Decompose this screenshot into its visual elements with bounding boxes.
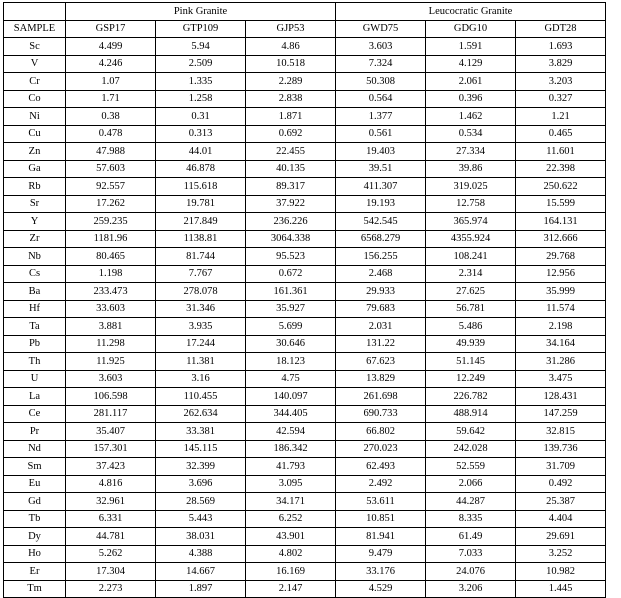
value-cell: 2.061 [426, 73, 516, 91]
value-cell: 0.692 [246, 125, 336, 143]
value-cell: 3.206 [426, 580, 516, 598]
value-cell: 6568.279 [336, 230, 426, 248]
table-row [4, 388, 606, 406]
value-cell: 34.171 [246, 493, 336, 511]
value-cell: 11.925 [66, 353, 156, 371]
table-row [4, 440, 606, 458]
value-cell: 236.226 [246, 213, 336, 231]
value-cell: 7.033 [426, 545, 516, 563]
element-label-cell: Ho [4, 545, 66, 563]
element-label-cell: Co [4, 90, 66, 108]
value-cell: 10.982 [516, 563, 606, 581]
value-cell: 13.829 [336, 370, 426, 388]
value-cell: 261.698 [336, 388, 426, 406]
table-row [4, 143, 606, 161]
value-cell: 0.564 [336, 90, 426, 108]
table-row [4, 178, 606, 196]
element-label-cell: Rb [4, 178, 66, 196]
element-label-cell: Pr [4, 423, 66, 441]
value-cell: 79.683 [336, 300, 426, 318]
value-cell: 44.01 [156, 143, 246, 161]
value-cell: 44.781 [66, 528, 156, 546]
table-row [4, 125, 606, 143]
value-cell: 110.455 [156, 388, 246, 406]
column-header-row [4, 20, 606, 38]
value-cell: 35.407 [66, 423, 156, 441]
value-cell: 411.307 [336, 178, 426, 196]
value-cell: 5.94 [156, 38, 246, 56]
value-cell: 59.642 [426, 423, 516, 441]
value-cell: 4.404 [516, 510, 606, 528]
value-cell: 52.559 [426, 458, 516, 476]
value-cell: 24.076 [426, 563, 516, 581]
table-row [4, 318, 606, 336]
value-cell: 33.381 [156, 423, 246, 441]
value-cell: 2.031 [336, 318, 426, 336]
value-cell: 37.423 [66, 458, 156, 476]
value-cell: 259.235 [66, 213, 156, 231]
value-cell: 1.258 [156, 90, 246, 108]
value-cell: 92.557 [66, 178, 156, 196]
value-cell: 1.445 [516, 580, 606, 598]
value-cell: 0.327 [516, 90, 606, 108]
value-cell: 17.304 [66, 563, 156, 581]
value-cell: 22.455 [246, 143, 336, 161]
value-cell: 50.308 [336, 73, 426, 91]
value-cell: 35.927 [246, 300, 336, 318]
value-cell: 1181.96 [66, 230, 156, 248]
table-row [4, 370, 606, 388]
value-cell: 0.38 [66, 108, 156, 126]
value-cell: 81.941 [336, 528, 426, 546]
value-cell: 57.603 [66, 160, 156, 178]
value-cell: 30.646 [246, 335, 336, 353]
value-cell: 81.744 [156, 248, 246, 266]
element-label-cell: Sc [4, 38, 66, 56]
value-cell: 2.289 [246, 73, 336, 91]
value-cell: 3.603 [336, 38, 426, 56]
value-cell: 147.259 [516, 405, 606, 423]
sample-column-header: GDT28 [516, 20, 606, 38]
value-cell: 1.377 [336, 108, 426, 126]
value-cell: 8.335 [426, 510, 516, 528]
value-cell: 4.529 [336, 580, 426, 598]
value-cell: 542.545 [336, 213, 426, 231]
value-cell: 89.317 [246, 178, 336, 196]
value-cell: 66.802 [336, 423, 426, 441]
value-cell: 62.493 [336, 458, 426, 476]
element-label-cell: Ba [4, 283, 66, 301]
value-cell: 1.462 [426, 108, 516, 126]
value-cell: 2.198 [516, 318, 606, 336]
value-cell: 11.381 [156, 353, 246, 371]
value-cell: 11.574 [516, 300, 606, 318]
value-cell: 95.523 [246, 248, 336, 266]
value-cell: 27.334 [426, 143, 516, 161]
value-cell: 278.078 [156, 283, 246, 301]
value-cell: 38.031 [156, 528, 246, 546]
element-label-cell: Cs [4, 265, 66, 283]
element-label-cell: Sr [4, 195, 66, 213]
element-label-cell: V [4, 55, 66, 73]
value-cell: 16.169 [246, 563, 336, 581]
value-cell: 4.499 [66, 38, 156, 56]
value-cell: 3.203 [516, 73, 606, 91]
value-cell: 4355.924 [426, 230, 516, 248]
value-cell: 31.709 [516, 458, 606, 476]
value-cell: 5.262 [66, 545, 156, 563]
sample-column-header: GSP17 [66, 20, 156, 38]
value-cell: 0.313 [156, 125, 246, 143]
value-cell: 2.066 [426, 475, 516, 493]
value-cell: 344.405 [246, 405, 336, 423]
value-cell: 42.594 [246, 423, 336, 441]
value-cell: 0.561 [336, 125, 426, 143]
value-cell: 5.486 [426, 318, 516, 336]
value-cell: 2.147 [246, 580, 336, 598]
value-cell: 7.324 [336, 55, 426, 73]
sample-column-header: GTP109 [156, 20, 246, 38]
table-row [4, 335, 606, 353]
value-cell: 51.145 [426, 353, 516, 371]
value-cell: 10.851 [336, 510, 426, 528]
trace-element-table [3, 2, 606, 598]
value-cell: 29.933 [336, 283, 426, 301]
value-cell: 365.974 [426, 213, 516, 231]
value-cell: 31.286 [516, 353, 606, 371]
value-cell: 2.838 [246, 90, 336, 108]
value-cell: 1.693 [516, 38, 606, 56]
table-row [4, 493, 606, 511]
value-cell: 11.298 [66, 335, 156, 353]
value-cell: 3.095 [246, 475, 336, 493]
element-label-cell: Ni [4, 108, 66, 126]
value-cell: 46.878 [156, 160, 246, 178]
value-cell: 35.999 [516, 283, 606, 301]
value-cell: 161.361 [246, 283, 336, 301]
value-cell: 22.398 [516, 160, 606, 178]
table-row [4, 38, 606, 56]
value-cell: 0.478 [66, 125, 156, 143]
value-cell: 3.475 [516, 370, 606, 388]
value-cell: 4.246 [66, 55, 156, 73]
value-cell: 39.51 [336, 160, 426, 178]
value-cell: 164.131 [516, 213, 606, 231]
value-cell: 12.956 [516, 265, 606, 283]
value-cell: 281.117 [66, 405, 156, 423]
table-row [4, 563, 606, 581]
table-row [4, 300, 606, 318]
value-cell: 17.244 [156, 335, 246, 353]
value-cell: 31.346 [156, 300, 246, 318]
value-cell: 242.028 [426, 440, 516, 458]
value-cell: 262.634 [156, 405, 246, 423]
value-cell: 5.699 [246, 318, 336, 336]
table-row [4, 160, 606, 178]
value-cell: 3.881 [66, 318, 156, 336]
value-cell: 19.781 [156, 195, 246, 213]
geochemistry-table-container [3, 2, 606, 598]
value-cell: 28.569 [156, 493, 246, 511]
table-row [4, 510, 606, 528]
element-label-cell: Cu [4, 125, 66, 143]
table-row [4, 195, 606, 213]
value-cell: 6.331 [66, 510, 156, 528]
value-cell: 128.431 [516, 388, 606, 406]
table-row [4, 545, 606, 563]
value-cell: 67.623 [336, 353, 426, 371]
value-cell: 0.672 [246, 265, 336, 283]
value-cell: 217.849 [156, 213, 246, 231]
table-row [4, 248, 606, 266]
element-label-cell: Sm [4, 458, 66, 476]
value-cell: 270.023 [336, 440, 426, 458]
value-cell: 29.691 [516, 528, 606, 546]
value-cell: 14.667 [156, 563, 246, 581]
table-row [4, 580, 606, 598]
value-cell: 156.255 [336, 248, 426, 266]
value-cell: 1.198 [66, 265, 156, 283]
table-row [4, 283, 606, 301]
value-cell: 37.922 [246, 195, 336, 213]
value-cell: 1.335 [156, 73, 246, 91]
table-row [4, 265, 606, 283]
value-cell: 3.603 [66, 370, 156, 388]
element-label-cell: Y [4, 213, 66, 231]
value-cell: 488.914 [426, 405, 516, 423]
value-cell: 233.473 [66, 283, 156, 301]
value-cell: 1.897 [156, 580, 246, 598]
value-cell: 29.768 [516, 248, 606, 266]
element-label-cell: Gd [4, 493, 66, 511]
value-cell: 250.622 [516, 178, 606, 196]
value-cell: 12.249 [426, 370, 516, 388]
value-cell: 17.262 [66, 195, 156, 213]
value-cell: 186.342 [246, 440, 336, 458]
value-cell: 1.591 [426, 38, 516, 56]
element-label-cell: Eu [4, 475, 66, 493]
element-label-cell: Ga [4, 160, 66, 178]
value-cell: 2.492 [336, 475, 426, 493]
element-label-cell: Zn [4, 143, 66, 161]
value-cell: 3.829 [516, 55, 606, 73]
value-cell: 40.135 [246, 160, 336, 178]
value-cell: 139.736 [516, 440, 606, 458]
table-row [4, 405, 606, 423]
element-label-cell: Dy [4, 528, 66, 546]
value-cell: 4.129 [426, 55, 516, 73]
value-cell: 1.07 [66, 73, 156, 91]
value-cell: 1.21 [516, 108, 606, 126]
element-label-cell: Tm [4, 580, 66, 598]
value-cell: 32.961 [66, 493, 156, 511]
value-cell: 2.314 [426, 265, 516, 283]
value-cell: 140.097 [246, 388, 336, 406]
table-row [4, 108, 606, 126]
value-cell: 32.815 [516, 423, 606, 441]
value-cell: 0.492 [516, 475, 606, 493]
group-header-pink-granite: Pink Granite [66, 3, 336, 21]
value-cell: 27.625 [426, 283, 516, 301]
value-cell: 1.871 [246, 108, 336, 126]
table-row [4, 528, 606, 546]
element-label-cell: Hf [4, 300, 66, 318]
value-cell: 108.241 [426, 248, 516, 266]
value-cell: 18.123 [246, 353, 336, 371]
value-cell: 0.465 [516, 125, 606, 143]
value-cell: 115.618 [156, 178, 246, 196]
table-row [4, 458, 606, 476]
value-cell: 690.733 [336, 405, 426, 423]
element-label-cell: Ta [4, 318, 66, 336]
group-header-leucocratic-granite: Leucocratic Granite [336, 3, 606, 21]
value-cell: 33.176 [336, 563, 426, 581]
group-header-empty-cell [4, 3, 66, 21]
value-cell: 2.509 [156, 55, 246, 73]
value-cell: 32.399 [156, 458, 246, 476]
table-row [4, 475, 606, 493]
value-cell: 9.479 [336, 545, 426, 563]
value-cell: 80.465 [66, 248, 156, 266]
element-label-cell: Tb [4, 510, 66, 528]
table-body [4, 38, 606, 598]
value-cell: 19.403 [336, 143, 426, 161]
value-cell: 34.164 [516, 335, 606, 353]
value-cell: 0.31 [156, 108, 246, 126]
sample-column-header: GWD75 [336, 20, 426, 38]
element-label-cell: U [4, 370, 66, 388]
value-cell: 19.193 [336, 195, 426, 213]
value-cell: 4.86 [246, 38, 336, 56]
value-cell: 131.22 [336, 335, 426, 353]
sample-column-header: GJP53 [246, 20, 336, 38]
value-cell: 3.16 [156, 370, 246, 388]
value-cell: 49.939 [426, 335, 516, 353]
value-cell: 12.758 [426, 195, 516, 213]
value-cell: 61.49 [426, 528, 516, 546]
table-row [4, 423, 606, 441]
element-label-cell: Pb [4, 335, 66, 353]
element-label-cell: Zr [4, 230, 66, 248]
element-label-cell: Ce [4, 405, 66, 423]
element-label-cell: Th [4, 353, 66, 371]
element-label-cell: Cr [4, 73, 66, 91]
value-cell: 44.287 [426, 493, 516, 511]
table-row [4, 353, 606, 371]
value-cell: 4.816 [66, 475, 156, 493]
element-label-cell: Er [4, 563, 66, 581]
value-cell: 3.252 [516, 545, 606, 563]
element-label-cell: La [4, 388, 66, 406]
element-label-cell: Nd [4, 440, 66, 458]
value-cell: 33.603 [66, 300, 156, 318]
value-cell: 3064.338 [246, 230, 336, 248]
value-cell: 6.252 [246, 510, 336, 528]
table-row [4, 230, 606, 248]
value-cell: 53.611 [336, 493, 426, 511]
value-cell: 145.115 [156, 440, 246, 458]
value-cell: 47.988 [66, 143, 156, 161]
value-cell: 157.301 [66, 440, 156, 458]
value-cell: 3.696 [156, 475, 246, 493]
value-cell: 4.802 [246, 545, 336, 563]
value-cell: 7.767 [156, 265, 246, 283]
value-cell: 41.793 [246, 458, 336, 476]
group-header-row [4, 3, 606, 21]
value-cell: 106.598 [66, 388, 156, 406]
value-cell: 1.71 [66, 90, 156, 108]
table-row [4, 55, 606, 73]
value-cell: 15.599 [516, 195, 606, 213]
value-cell: 5.443 [156, 510, 246, 528]
value-cell: 1138.81 [156, 230, 246, 248]
value-cell: 2.273 [66, 580, 156, 598]
value-cell: 2.468 [336, 265, 426, 283]
sample-column-header: GDG10 [426, 20, 516, 38]
table-row [4, 73, 606, 91]
value-cell: 39.86 [426, 160, 516, 178]
value-cell: 25.387 [516, 493, 606, 511]
value-cell: 312.666 [516, 230, 606, 248]
value-cell: 43.901 [246, 528, 336, 546]
value-cell: 226.782 [426, 388, 516, 406]
value-cell: 0.534 [426, 125, 516, 143]
value-cell: 3.935 [156, 318, 246, 336]
value-cell: 10.518 [246, 55, 336, 73]
table-row [4, 213, 606, 231]
value-cell: 56.781 [426, 300, 516, 318]
sample-header: SAMPLE [4, 20, 66, 38]
value-cell: 319.025 [426, 178, 516, 196]
value-cell: 11.601 [516, 143, 606, 161]
element-label-cell: Nb [4, 248, 66, 266]
value-cell: 0.396 [426, 90, 516, 108]
value-cell: 4.75 [246, 370, 336, 388]
table-row [4, 90, 606, 108]
value-cell: 4.388 [156, 545, 246, 563]
